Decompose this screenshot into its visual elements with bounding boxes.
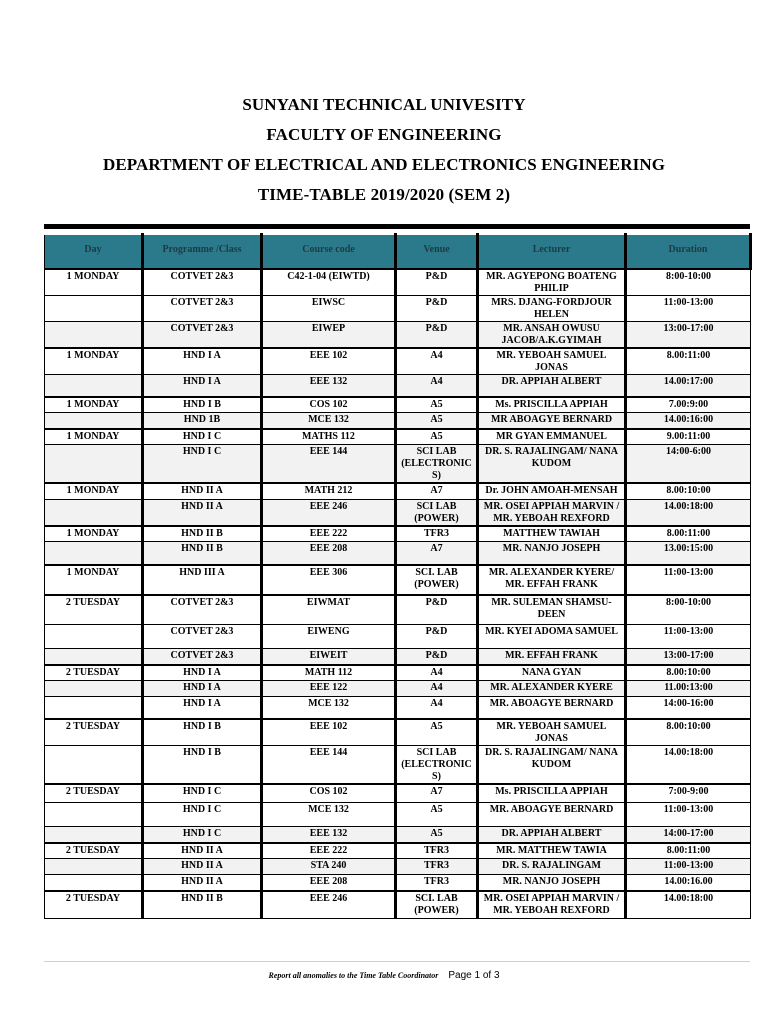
venue-cell: P&D (396, 625, 478, 649)
table-row (45, 348, 751, 375)
page-number: Page 1 of 3 (448, 970, 500, 981)
table-row (45, 595, 751, 625)
day-cell: 2 TUESDAY (45, 595, 143, 625)
venue-cell: A4 (396, 375, 478, 397)
course-code-cell: EEE 132 (262, 375, 396, 397)
duration-cell: 8.00:11:00 (626, 526, 751, 542)
lecturer-cell: MR. AGYEPONG BOATENG PHILIP (478, 269, 626, 296)
duration-cell: 7:00-9:00 (626, 784, 751, 803)
programme-cell: HND 1B (143, 413, 262, 429)
venue-cell: A5 (396, 413, 478, 429)
lecturer-cell: MR GYAN EMMANUEL (478, 429, 626, 445)
day-cell (45, 827, 143, 843)
table-row (45, 843, 751, 859)
programme-cell: COTVET 2&3 (143, 296, 262, 322)
duration-cell: 8.00:10:00 (626, 719, 751, 746)
duration-cell: 14.00:16.00 (626, 875, 751, 891)
duration-cell: 11.00:13:00 (626, 681, 751, 697)
duration-cell: 11:00-13:00 (626, 859, 751, 875)
duration-cell: 13:00-17:00 (626, 649, 751, 665)
table-row (45, 719, 751, 746)
course-code-cell: STA 240 (262, 859, 396, 875)
duration-cell: 14:00-17:00 (626, 827, 751, 843)
table-row (45, 784, 751, 803)
table-row (45, 875, 751, 891)
day-cell: 1 MONDAY (45, 397, 143, 413)
department-title: DEPARTMENT OF ELECTRICAL AND ELECTRONICS ENGINEERING (102, 155, 666, 174)
course-code-cell: COS 102 (262, 397, 396, 413)
day-cell (45, 542, 143, 565)
day-cell (45, 649, 143, 665)
lecturer-cell: MR ABOAGYE BERNARD (478, 413, 626, 429)
duration-cell: 8.00:11:00 (626, 843, 751, 859)
lecturer-cell: MR. ABOAGYE BERNARD (478, 697, 626, 719)
lecturer-cell: DR. S. RAJALINGAM (478, 859, 626, 875)
duration-cell: 14:00-6:00 (626, 445, 751, 484)
programme-cell: HND I A (143, 665, 262, 681)
table-row (45, 625, 751, 649)
duration-cell: 11:00-13:00 (626, 565, 751, 595)
table-row (45, 526, 751, 542)
programme-cell: HND II B (143, 542, 262, 565)
table-row (45, 803, 751, 827)
programme-cell: HND II B (143, 526, 262, 542)
programme-cell: HND I A (143, 375, 262, 397)
day-cell (45, 859, 143, 875)
table-row (45, 891, 751, 919)
duration-cell: 11:00-13:00 (626, 625, 751, 649)
day-cell (45, 375, 143, 397)
table-row (45, 269, 751, 296)
lecturer-cell: MR. ANSAH OWUSU JACOB/A.K.GYIMAH (478, 322, 626, 349)
lecturer-cell: DR. APPIAH ALBERT (478, 375, 626, 397)
duration-cell: 11:00-13:00 (626, 803, 751, 827)
lecturer-cell: Ms. PRISCILLA APPIAH (478, 784, 626, 803)
programme-cell: HND II B (143, 891, 262, 919)
programme-cell: HND II A (143, 483, 262, 499)
table-row (45, 375, 751, 397)
duration-cell: 7.00:9:00 (626, 397, 751, 413)
table-row (45, 429, 751, 445)
venue-cell: P&D (396, 649, 478, 665)
day-cell (45, 296, 143, 322)
table-row (45, 565, 751, 595)
course-code-cell: EEE 122 (262, 681, 396, 697)
day-cell (45, 681, 143, 697)
lecturer-cell: DR. S. RAJALINGAM/ NANA KUDOM (478, 745, 626, 784)
lecturer-cell: MR. SULEMAN SHAMSU-DEEN (478, 595, 626, 625)
venue-cell: A4 (396, 681, 478, 697)
day-cell (45, 625, 143, 649)
document-header (0, 90, 768, 210)
course-code-cell: EIWEP (262, 322, 396, 349)
programme-cell: HND I C (143, 803, 262, 827)
table-row (45, 827, 751, 843)
table-top-divider (44, 224, 750, 229)
programme-cell: COTVET 2&3 (143, 269, 262, 296)
course-code-cell: MATHS 112 (262, 429, 396, 445)
lecturer-cell: MR. OSEI APPIAH MARVIN / MR. YEBOAH REXFORD (478, 499, 626, 526)
lecturer-cell: DR. S. RAJALINGAM/ NANA KUDOM (478, 445, 626, 484)
programme-cell: HND I C (143, 445, 262, 484)
lecturer-cell: MR. KYEI ADOMA SAMUEL (478, 625, 626, 649)
duration-cell: 8:00-10:00 (626, 269, 751, 296)
day-cell: 1 MONDAY (45, 565, 143, 595)
table-row (45, 649, 751, 665)
duration-cell: 9.00:11:00 (626, 429, 751, 445)
duration-cell: 14.00:16:00 (626, 413, 751, 429)
programme-cell: HND II A (143, 843, 262, 859)
venue-cell: SCI. LAB (POWER) (396, 565, 478, 595)
programme-cell: HND II A (143, 499, 262, 526)
day-cell: 1 MONDAY (45, 269, 143, 296)
duration-cell: 13:00-17:00 (626, 322, 751, 349)
duration-cell: 8.00:10:00 (626, 483, 751, 499)
duration-cell: 13.00:15:00 (626, 542, 751, 565)
column-header-day: Day (45, 234, 143, 269)
programme-cell: HND I C (143, 429, 262, 445)
table-row (45, 499, 751, 526)
venue-cell: SCI LAB (ELECTRONICS) (396, 445, 478, 484)
venue-cell: A4 (396, 348, 478, 375)
lecturer-cell: NANA GYAN (478, 665, 626, 681)
programme-cell: COTVET 2&3 (143, 649, 262, 665)
table-row (45, 413, 751, 429)
venue-cell: A4 (396, 697, 478, 719)
course-code-cell: EEE 144 (262, 445, 396, 484)
venue-cell: P&D (396, 269, 478, 296)
course-code-cell: EEE 222 (262, 526, 396, 542)
venue-cell: A5 (396, 429, 478, 445)
column-header-duration: Duration (626, 234, 751, 269)
lecturer-cell: MR. ALEXANDER KYERE (478, 681, 626, 697)
programme-cell: HND I B (143, 745, 262, 784)
faculty-title: FACULTY OF ENGINEERING (266, 125, 502, 144)
venue-cell: TFR3 (396, 843, 478, 859)
lecturer-cell: MR. YEBOAH SAMUEL JONAS (478, 719, 626, 746)
duration-cell: 14.00:17:00 (626, 375, 751, 397)
lecturer-cell: MR. ABOAGYE BERNARD (478, 803, 626, 827)
venue-cell: P&D (396, 595, 478, 625)
venue-cell: SCI LAB (ELECTRONICS) (396, 745, 478, 784)
duration-cell: 8:00-10:00 (626, 595, 751, 625)
day-cell: 1 MONDAY (45, 429, 143, 445)
course-code-cell: MATH 112 (262, 665, 396, 681)
table-header-row (45, 234, 751, 269)
university-title: SUNYANI TECHNICAL UNIVESITY (242, 95, 526, 114)
programme-cell: HND II A (143, 859, 262, 875)
programme-cell: HND I A (143, 697, 262, 719)
table-row (45, 296, 751, 322)
day-cell (45, 413, 143, 429)
day-cell: 2 TUESDAY (45, 843, 143, 859)
lecturer-cell: MR. MATTHEW TAWIA (478, 843, 626, 859)
day-cell: 2 TUESDAY (45, 719, 143, 746)
column-header-programme: Programme /Class (143, 234, 262, 269)
venue-cell: SCI LAB (POWER) (396, 499, 478, 526)
lecturer-cell: MRS. DJANG-FORDJOUR HELEN (478, 296, 626, 322)
programme-cell: HND II A (143, 875, 262, 891)
footer-note: Report all anomalies to the Time Table Coordinator (268, 971, 439, 980)
timetable-title: TIME-TABLE 2019/2020 (SEM 2) (257, 185, 511, 204)
table-row (45, 322, 751, 349)
venue-cell: A5 (396, 803, 478, 827)
programme-cell: HND I B (143, 397, 262, 413)
venue-cell: TFR3 (396, 859, 478, 875)
day-cell: 2 TUESDAY (45, 784, 143, 803)
day-cell: 1 MONDAY (45, 483, 143, 499)
lecturer-cell: MR. YEBOAH SAMUEL JONAS (478, 348, 626, 375)
course-code-cell: C42-1-04 (EIWTD) (262, 269, 396, 296)
programme-cell: HND I A (143, 681, 262, 697)
lecturer-cell: MR. OSEI APPIAH MARVIN / MR. YEBOAH REXFORD (478, 891, 626, 919)
duration-cell: 14.00:18:00 (626, 499, 751, 526)
footer-divider (44, 961, 750, 962)
day-cell (45, 803, 143, 827)
venue-cell: A5 (396, 827, 478, 843)
venue-cell: SCI. LAB (POWER) (396, 891, 478, 919)
duration-cell: 8.00:11:00 (626, 348, 751, 375)
programme-cell: HND III A (143, 565, 262, 595)
day-cell: 1 MONDAY (45, 348, 143, 375)
lecturer-cell: MR. ALEXANDER KYERE/ MR. EFFAH FRANK (478, 565, 626, 595)
day-cell (45, 745, 143, 784)
course-code-cell: MCE 132 (262, 413, 396, 429)
course-code-cell: EEE 208 (262, 542, 396, 565)
course-code-cell: MATH 212 (262, 483, 396, 499)
course-code-cell: EIWMAT (262, 595, 396, 625)
lecturer-cell: Ms. PRISCILLA APPIAH (478, 397, 626, 413)
course-code-cell: EEE 306 (262, 565, 396, 595)
column-header-course-code: Course code (262, 234, 396, 269)
day-cell: 1 MONDAY (45, 526, 143, 542)
lecturer-cell: MATTHEW TAWIAH (478, 526, 626, 542)
duration-cell: 14.00:18:00 (626, 891, 751, 919)
venue-cell: TFR3 (396, 526, 478, 542)
day-cell: 2 TUESDAY (45, 891, 143, 919)
programme-cell: COTVET 2&3 (143, 625, 262, 649)
course-code-cell: EEE 246 (262, 499, 396, 526)
venue-cell: A7 (396, 483, 478, 499)
duration-cell: 8.00:10:00 (626, 665, 751, 681)
day-cell: 2 TUESDAY (45, 665, 143, 681)
venue-cell: A4 (396, 665, 478, 681)
venue-cell: TFR3 (396, 875, 478, 891)
table-row (45, 665, 751, 681)
venue-cell: P&D (396, 296, 478, 322)
timetable (44, 233, 752, 919)
programme-cell: HND I B (143, 719, 262, 746)
day-cell (45, 875, 143, 891)
column-header-lecturer: Lecturer (478, 234, 626, 269)
course-code-cell: EEE 102 (262, 348, 396, 375)
duration-cell: 14:00-16:00 (626, 697, 751, 719)
course-code-cell: EEE 246 (262, 891, 396, 919)
duration-cell: 11:00-13:00 (626, 296, 751, 322)
course-code-cell: EIWEIT (262, 649, 396, 665)
table-body (45, 269, 751, 919)
programme-cell: COTVET 2&3 (143, 595, 262, 625)
page-footer (0, 965, 768, 983)
table-row (45, 745, 751, 784)
course-code-cell: EIWENG (262, 625, 396, 649)
lecturer-cell: MR. NANJO JOSEPH (478, 542, 626, 565)
day-cell (45, 697, 143, 719)
column-header-venue: Venue (396, 234, 478, 269)
venue-cell: A7 (396, 784, 478, 803)
programme-cell: HND I A (143, 348, 262, 375)
table-row (45, 483, 751, 499)
duration-cell: 14.00:18:00 (626, 745, 751, 784)
lecturer-cell: Dr. JOHN AMOAH-MENSAH (478, 483, 626, 499)
lecturer-cell: MR. EFFAH FRANK (478, 649, 626, 665)
venue-cell: A5 (396, 397, 478, 413)
venue-cell: A7 (396, 542, 478, 565)
course-code-cell: EEE 132 (262, 827, 396, 843)
programme-cell: HND I C (143, 784, 262, 803)
programme-cell: COTVET 2&3 (143, 322, 262, 349)
day-cell (45, 322, 143, 349)
course-code-cell: COS 102 (262, 784, 396, 803)
programme-cell: HND I C (143, 827, 262, 843)
course-code-cell: EEE 222 (262, 843, 396, 859)
course-code-cell: EEE 144 (262, 745, 396, 784)
table-row (45, 542, 751, 565)
day-cell (45, 499, 143, 526)
table-row (45, 859, 751, 875)
venue-cell: P&D (396, 322, 478, 349)
course-code-cell: EIWSC (262, 296, 396, 322)
course-code-cell: EEE 208 (262, 875, 396, 891)
venue-cell: A5 (396, 719, 478, 746)
course-code-cell: MCE 132 (262, 803, 396, 827)
table-row (45, 697, 751, 719)
table-row (45, 445, 751, 484)
course-code-cell: EEE 102 (262, 719, 396, 746)
course-code-cell: MCE 132 (262, 697, 396, 719)
lecturer-cell: MR. NANJO JOSEPH (478, 875, 626, 891)
day-cell (45, 445, 143, 484)
lecturer-cell: DR. APPIAH ALBERT (478, 827, 626, 843)
table-row (45, 397, 751, 413)
table-row (45, 681, 751, 697)
